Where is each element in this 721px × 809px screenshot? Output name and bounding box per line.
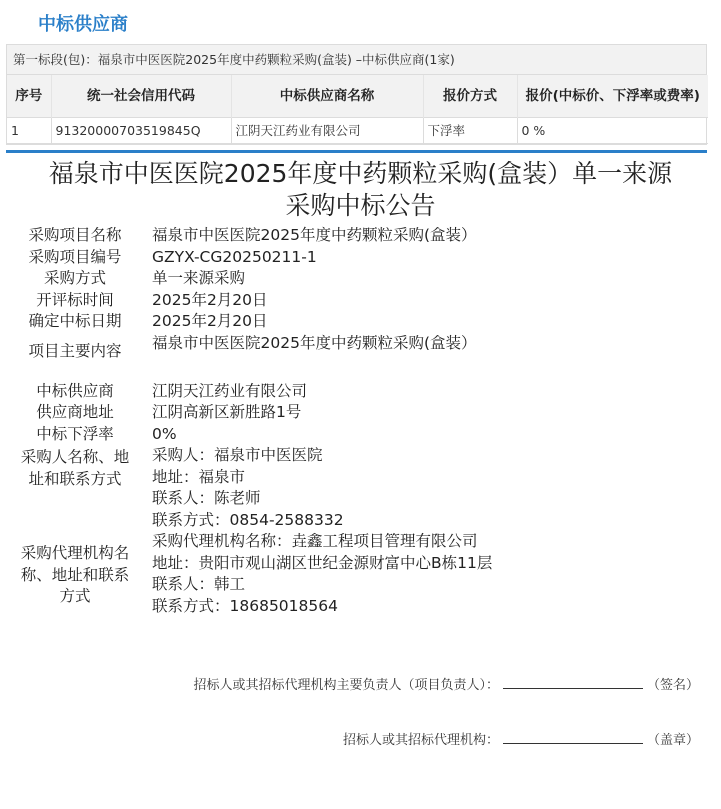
table-header-row xyxy=(7,75,708,117)
row-discount xyxy=(0,424,721,446)
agency-name: 采购代理机构名称：垚鑫工程项目管理有限公司 xyxy=(152,532,478,550)
label-open-time: 开评标时间 xyxy=(36,290,114,309)
cell-supplier-name: 江阴天江药业有限公司 xyxy=(231,117,423,143)
title-line-2: 采购中标公告 xyxy=(285,191,436,220)
lot-header: 第一标段(包)：福泉市中医医院2025年度中药颗粒采购(盒装) –中标供应商(1家) xyxy=(7,45,706,75)
announcement-details xyxy=(0,225,721,617)
label-content: 项目主要内容 xyxy=(28,341,122,360)
agency-phone: 联系方式：18685018564 xyxy=(152,596,338,615)
row-project-name xyxy=(0,225,721,247)
value-discount: 0% xyxy=(152,424,177,443)
value-project-no: GZYX-CG20250211-1 xyxy=(152,247,317,266)
row-content xyxy=(0,333,721,371)
label-supplier-address: 供应商地址 xyxy=(36,403,114,421)
signature-line-1 xyxy=(193,674,699,693)
signature-2-blank xyxy=(503,732,643,744)
column-header-quote-method: 报价方式 xyxy=(423,75,517,117)
row-project-no xyxy=(0,247,721,269)
label-method: 采购方式 xyxy=(43,269,106,287)
value-project-name: 福泉市中医医院2025年度中药颗粒采购(盒装） xyxy=(152,226,477,244)
purchaser-name: 采购人：福泉市中医医院 xyxy=(152,446,323,464)
column-header-no: 序号 xyxy=(7,75,51,117)
section-title: 中标供应商 xyxy=(38,14,128,35)
label-purchaser: 采购人名称、地址和联系方式 xyxy=(20,448,130,488)
title-line-1: 福泉市中医医院2025年度中药颗粒采购(盒装）单一来源 xyxy=(48,159,673,188)
divider xyxy=(6,150,707,153)
cell-credit-code: 91320000703519845Q xyxy=(51,117,231,143)
signature-1-blank xyxy=(503,677,643,689)
row-award-date xyxy=(0,311,721,333)
label-discount: 中标下浮率 xyxy=(36,424,114,443)
purchaser-contact: 联系人：陈老师 xyxy=(152,489,261,507)
value-supplier: 江阴天江药业有限公司 xyxy=(152,381,308,400)
purchaser-address: 地址：福泉市 xyxy=(152,467,246,486)
supplier-table xyxy=(7,75,708,144)
row-supplier xyxy=(0,381,721,403)
row-open-time xyxy=(0,290,721,312)
agency-contact: 联系人：韩工 xyxy=(152,575,246,593)
cell-quote: 0 % xyxy=(517,117,708,143)
value-method: 单一来源采购 xyxy=(152,269,246,287)
cell-quote-method: 下浮率 xyxy=(423,117,517,143)
row-method xyxy=(0,268,721,290)
label-project-no: 采购项目编号 xyxy=(28,247,122,266)
column-header-supplier-name: 中标供应商名称 xyxy=(231,75,423,117)
value-supplier-address: 江阴高新区新胜路1号 xyxy=(152,403,302,421)
announcement-title xyxy=(0,158,721,222)
agency-address: 地址：贵阳市观山湖区世纪金源财富中心B栋11层 xyxy=(152,553,493,572)
column-header-credit-code: 统一社会信用代码 xyxy=(51,75,231,117)
row-purchaser xyxy=(0,445,721,531)
value-agency xyxy=(150,531,721,617)
cell-no: 1 xyxy=(7,117,51,143)
row-agency xyxy=(0,531,721,617)
label-supplier: 中标供应商 xyxy=(36,381,114,400)
value-award-date: 2025年2月20日 xyxy=(152,312,268,330)
row-supplier-address xyxy=(0,402,721,424)
signature-2-suffix: （盖章） xyxy=(646,733,699,748)
signature-2-label: 招标人或其招标代理机构： xyxy=(342,733,499,748)
value-open-time: 2025年2月20日 xyxy=(152,290,268,309)
value-content: 福泉市中医医院2025年度中药颗粒采购(盒装） xyxy=(152,333,477,352)
purchaser-phone: 联系方式：0854-2588332 xyxy=(152,510,344,529)
supplier-table-panel xyxy=(6,44,707,145)
column-header-quote: 报价(中标价、下浮率或费率) xyxy=(517,75,708,117)
value-purchaser xyxy=(150,445,721,531)
signature-line-2 xyxy=(343,729,699,748)
label-agency: 采购代理机构名称、地址和联系方式 xyxy=(20,544,130,605)
signature-1-label: 招标人或其招标代理机构主要负责人（项目负责人）： xyxy=(193,678,499,693)
label-project-name: 采购项目名称 xyxy=(28,226,122,244)
table-row xyxy=(7,117,708,143)
signature-1-suffix: （签名） xyxy=(646,678,699,693)
label-award-date: 确定中标日期 xyxy=(28,312,122,330)
